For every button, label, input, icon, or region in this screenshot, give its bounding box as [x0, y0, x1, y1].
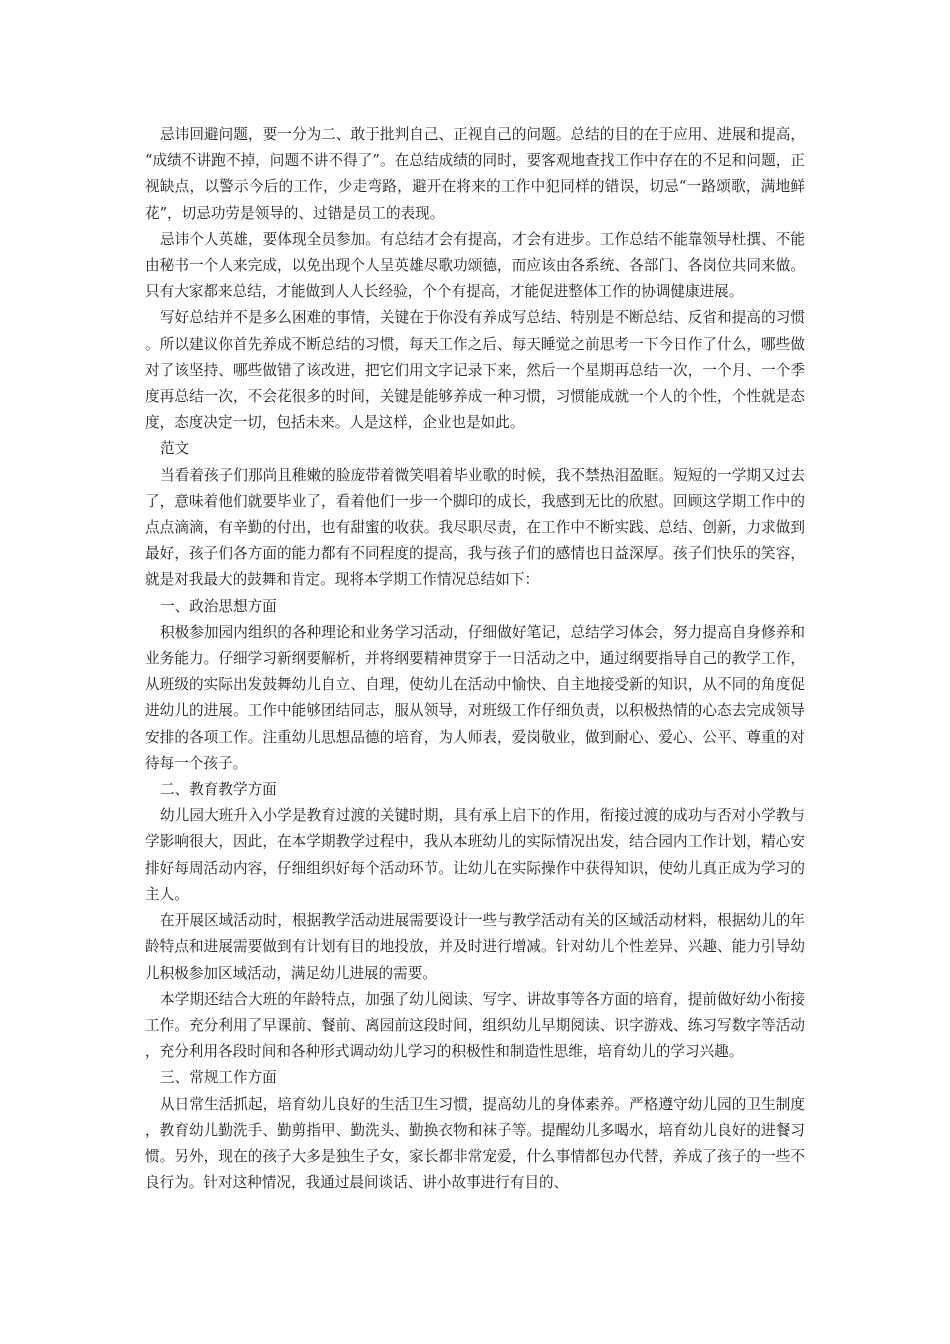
paragraph-writing-habit: 写好总结并不是多么困难的事情，关键在于你没有养成写总结、特别是不断总结、反省和提高的习惯。所以建议你首先养成不断总结的习惯，每天工作之后、每天睡觉之前思考一下今日作了什么，哪些做对了该坚持、哪些做错了该改进，把它们用文字记录下来，然后一个星期再总结一次，一个月、一个季度再总结一次，不会花很多的时间，关键是能够养成一种习惯，习惯能成就一个人的个性，个性就是态度，态度决定一切，包括未来。人是这样，企业也是如此。 — [145, 309, 805, 432]
paragraph-section-3: 从日常生活抓起，培育幼儿良好的生活卫生习惯，提高幼儿的身体素养。严格遵守幼儿园的卫生制度，教育幼儿勤洗手、勤剪指甲、勤洗头、勤换衣物和袜子等。提醒幼儿多喝水，培育幼儿良好的进餐习惯。另外，现在的孩子大多是独生子女，家长都非常宠爱，什么事情都包办代替，养成了孩子的一些不良行为。针对这种情况，我通过晨间谈话、讲小故事进行有目的、 — [145, 1095, 805, 1192]
document-body — [145, 122, 805, 1196]
paragraph-intro: 当看着孩子们那尚且稚嫩的脸庞带着微笑唱着毕业歌的时候，我不禁热泪盈眶。短短的一学期又过去了，意味着他们就要毕业了，看着他们一步一个脚印的成长，我感到无比的欣慰。回顾这学期工作中的点点滴滴，有辛勤的付出，也有甜蜜的收获。我尽职尽责，在工作中不断实践、总结、创新，力求做到最好，孩子们各方面的能力都有不同程度的提高，我与孩子们的感情也日益深厚。孩子们快乐的笑容，就是对我最大的鼓舞和肯定。现将本学期工作情况总结如下： — [145, 466, 805, 589]
paragraph-avoid-individual-hero: 忌讳个人英雄，要体现全员参加。有总结才会有提高，才会有进步。工作总结不能靠领导杜撰、不能由秘书一个人来完成，以免出现个人呈英雄尽歌功颂德，而应该由各系统、各部门、各岗位共同来做。只有大家都来总结，才能做到人人长经验，个个有提高，才能促进整体工作的协调健康进展。 — [145, 230, 805, 301]
paragraph-avoid-problems: 忌讳回避问题，要一分为二、敢于批判自己、正视自己的问题。总结的目的在于应用、进展和提高，“成绩不讲跑不掉，问题不讲不得了”。在总结成绩的同时，要客观地查找工作中存在的不足和问题，正视缺点，以警示今后的工作，少走弯路，避开在将来的工作中犯同样的错误，切忌“一路颂歌，满地鲜花”，切忌功劳是领导的、过错是员工的表现。 — [145, 126, 805, 222]
paragraph-section-2a: 幼儿园大班升入小学是教育过渡的关键时期，具有承上启下的作用，衔接过渡的成功与否对小学教与学影响很大，因此，在本学期教学过程中，我从本班幼儿的实际情况出发，结合园内工作计划，精心安排好每周活动内容，仔细组织好每个活动环节。让幼儿在实际操作中获得知识，使幼儿真正成为学习的主人。 — [145, 807, 805, 903]
paragraph-section-2b: 在开展区域活动时，根据教学活动进展需要设计一些与教学活动有关的区域活动材料，根据幼儿的年龄特点和进展需要做到有计划有目的地投放，并及时进行增减。针对幼儿个性差异、兴趣、能力引导幼儿积极参加区域活动，满足幼儿进展的需要。 — [145, 912, 805, 982]
heading-sample-text: 范文 — [160, 440, 190, 458]
heading-section-1: 一、政治思想方面 — [160, 597, 277, 615]
paragraph-section-2c: 本学期还结合大班的年龄特点，加强了幼儿阅读、写字、讲故事等各方面的培育，提前做好幼小衔接工作。充分利用了早课前、餐前、离园前这段时间，组织幼儿早期阅读、识字游戏、练习写数字等活动，充分利用各段时间和各种形式调动幼儿学习的积极性和制造性思维，培育幼儿的学习兴趣。 — [145, 990, 805, 1061]
heading-section-2: 二、教育教学方面 — [160, 781, 277, 799]
paragraph-section-1: 积极参加园内组织的各种理论和业务学习活动，仔细做好笔记，总结学习体会，努力提高自身修养和业务能力。仔细学习新纲要解析，并将纲要精神贯穿于一日活动之中，通过纲要指导自己的教学工作，从班级的实际出发鼓舞幼儿自立、自理，使幼儿在活动中愉快、自主地接受新的知识，从不同的角度促进幼儿的进展。工作中能够团结同志，服从领导，对班级工作仔细负责，以积极热情的心态去完成领导安排的各项工作。注重幼儿思想品德的培育，为人师表，爱岗敬业，做到耐心、爱心、公平、尊重的对待每一个孩子。 — [145, 623, 805, 772]
heading-section-3: 三、常规工作方面 — [160, 1069, 277, 1087]
